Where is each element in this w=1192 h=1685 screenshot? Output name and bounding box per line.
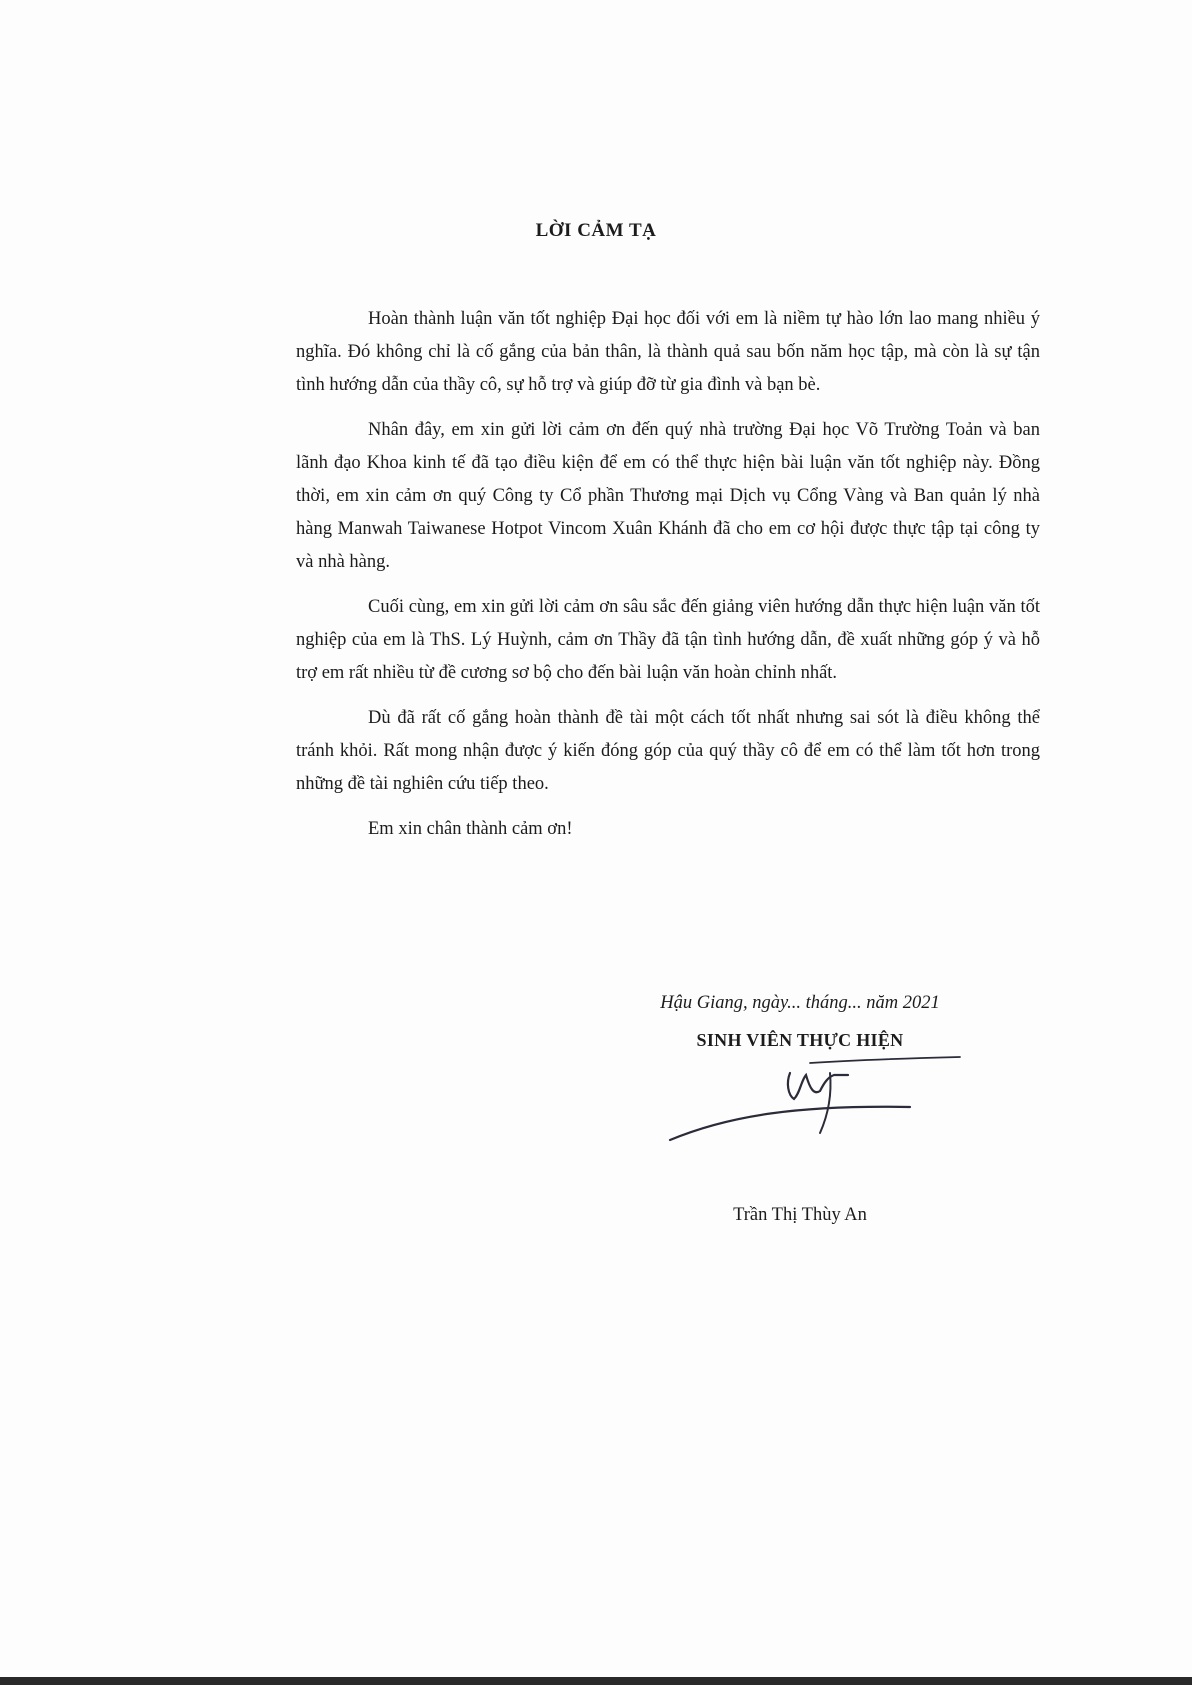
page-bottom-edge (0, 1677, 1192, 1685)
signer-name: Trần Thị Thùy An (733, 1205, 867, 1225)
paragraph-4: Dù đã rất cố gắng hoàn thành đề tài một cách tốt nhất nhưng sai sót là điều không thể tránh khỏi. Rất mong nhận được ý kiến đóng góp của quý thầy cô để em có thể làm tốt hơn trong những đề tài nghiên cứu tiếp theo. (296, 708, 1040, 794)
paragraph-1: Hoàn thành luận văn tốt nghiệp Đại học đối với em là niềm tự hào lớn lao mang nhiều ý nghĩa. Đó không chỉ là cố gắng của bản thân, là thành quả sau bốn năm học tập, mà còn là sự tận tình hướng dẫn của thầy cô, sự hỗ trợ và giúp đỡ từ gia đình và bạn bè. (296, 309, 1040, 395)
paragraph-closing: Em xin chân thành cảm ơn! (368, 819, 573, 839)
paragraph-3: Cuối cùng, em xin gửi lời cảm ơn sâu sắc đến giảng viên hướng dẫn thực hiện luận văn tốt nghiệp của em là ThS. Lý Huỳnh, cảm ơn Thầy đã tận tình hướng dẫn, đề xuất những góp ý và hỗ trợ em rất nhiều từ đề cương sơ bộ cho đến bài luận văn hoàn chỉnh nhất. (296, 597, 1040, 683)
signer-role: SINH VIÊN THỰC HIỆN (696, 1030, 904, 1050)
place-date-line: Hậu Giang, ngày... tháng... năm 2021 (660, 993, 940, 1013)
acknowledgement-body (296, 303, 1040, 858)
page-title: LỜI CẢM TẠ (535, 220, 657, 241)
handwritten-signature (660, 1055, 980, 1145)
paragraph-2: Nhân đây, em xin gửi lời cảm ơn đến quý nhà trường Đại học Võ Trường Toản và ban lãnh đạo Khoa kinh tế đã tạo điều kiện để em có thể thực hiện bài luận văn tốt nghiệp này. Đồng thời, em xin cảm ơn quý Công ty Cổ phần Thương mại Dịch vụ Cổng Vàng và Ban quản lý nhà hàng Manwah Taiwanese Hotpot Vincom Xuân Khánh đã cho em cơ hội được thực tập tại công ty và nhà hàng. (296, 420, 1040, 572)
